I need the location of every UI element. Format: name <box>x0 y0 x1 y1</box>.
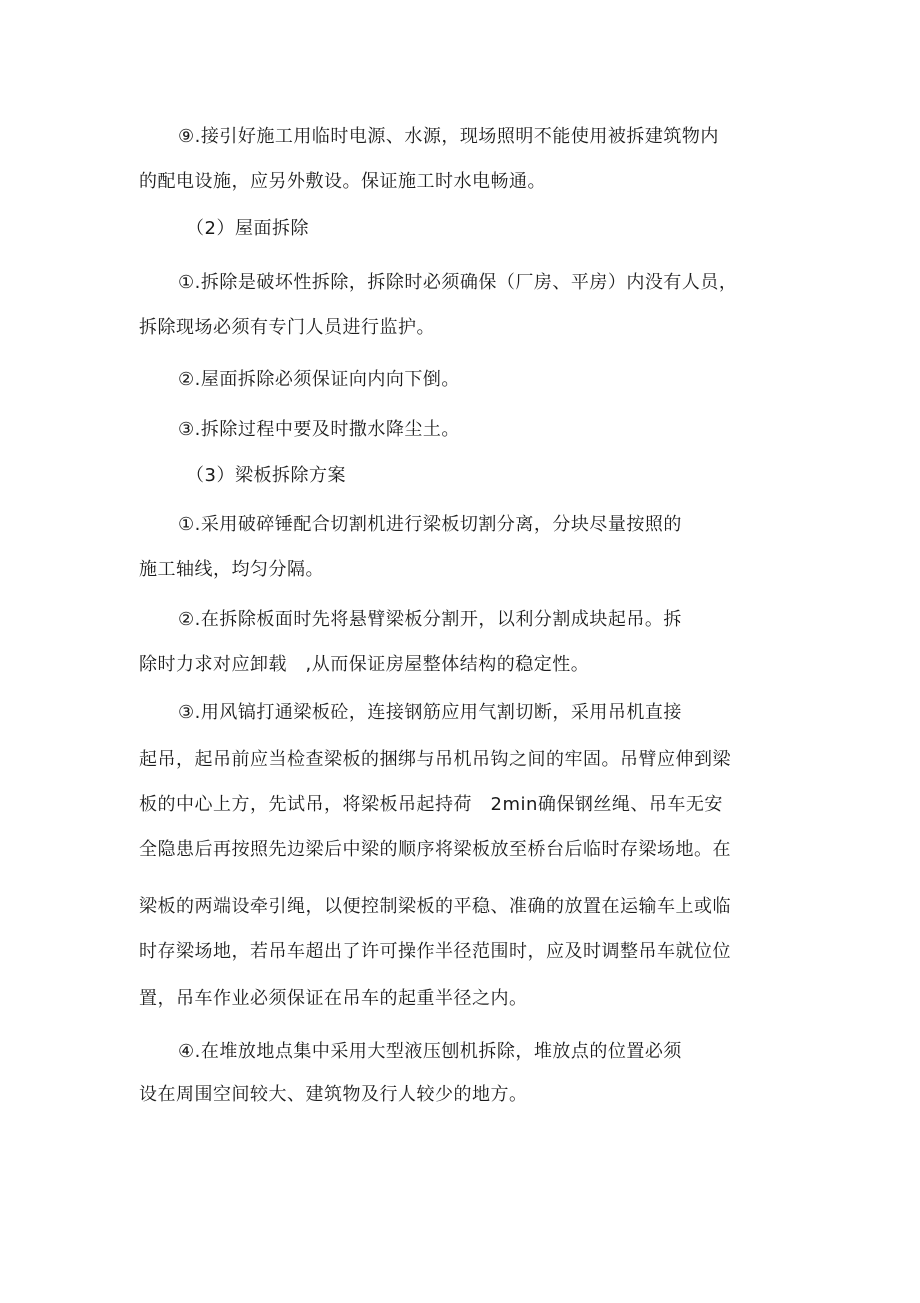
section-3-item-4-line-2: 设在周围空间较大、建筑物及行人较少的地方。 <box>139 1084 528 1105</box>
section-2-heading: （2）屋面拆除 <box>186 218 309 239</box>
section-3-item-1-line-2: 施工轴线，均匀分隔。 <box>139 559 324 580</box>
section-3-item-3-line-7: 置，吊车作业必须保证在吊车的起重半径之内。 <box>139 988 528 1009</box>
section-3-item-3-line-3: 板的中心上方，先试吊，将梁板吊起持荷 2min确保钢丝绳、吊车无安 <box>139 794 723 815</box>
section-2-item-1-line-1: ①.拆除是破坏性拆除，拆除时必须确保（厂房、平房）内没有人员， <box>178 272 738 293</box>
section-3-item-3-line-1: ③.用风镐打通梁板砼，连接钢筋应用气割切断，采用吊机直接 <box>178 702 682 723</box>
section-3-item-3-line-5: 梁板的两端设牵引绳，以便控制梁板的平稳、准确的放置在运输车上或临 <box>139 896 731 917</box>
section-3-item-3-line-2: 起吊，起吊前应当检查梁板的捆绑与吊机吊钩之间的牢固。吊臂应伸到梁 <box>139 749 731 770</box>
section-2-item-3: ③.拆除过程中要及时撒水降尘土。 <box>178 419 460 440</box>
section-3-item-2-line-1: ②.在拆除板面时先将悬臂梁板分割开，以利分割成块起吊。拆 <box>178 609 682 630</box>
section-3-item-3-line-4: 全隐患后再按照先边梁后中梁的顺序将梁板放至桥台后临时存梁场地。在 <box>139 839 731 860</box>
section-3-item-4-line-1: ④.在堆放地点集中采用大型液压刨机拆除，堆放点的位置必须 <box>178 1041 682 1062</box>
section-3-item-3-line-6: 时存梁场地，若吊车超出了许可操作半径范围时，应及时调整吊车就位位 <box>139 941 731 962</box>
section-2-item-2: ②.屋面拆除必须保证向内向下倒。 <box>178 369 460 390</box>
section-2-item-1-line-2: 拆除现场必须有专门人员进行监护。 <box>139 317 435 338</box>
paragraph-9-line-2: 的配电设施，应另外敷设。保证施工时水电畅通。 <box>139 171 546 192</box>
section-3-heading: （3）梁板拆除方案 <box>186 465 346 486</box>
paragraph-9-line-1: ⑨.接引好施工用临时电源、水源，现场照明不能使用被拆建筑物内 <box>178 126 719 147</box>
section-3-item-2-line-2: 除时力求对应卸载 ,从而保证房屋整体结构的稳定性。 <box>139 654 590 675</box>
section-3-item-1-line-1: ①.采用破碎锤配合切割机进行梁板切割分离，分块尽量按照的 <box>178 514 682 535</box>
